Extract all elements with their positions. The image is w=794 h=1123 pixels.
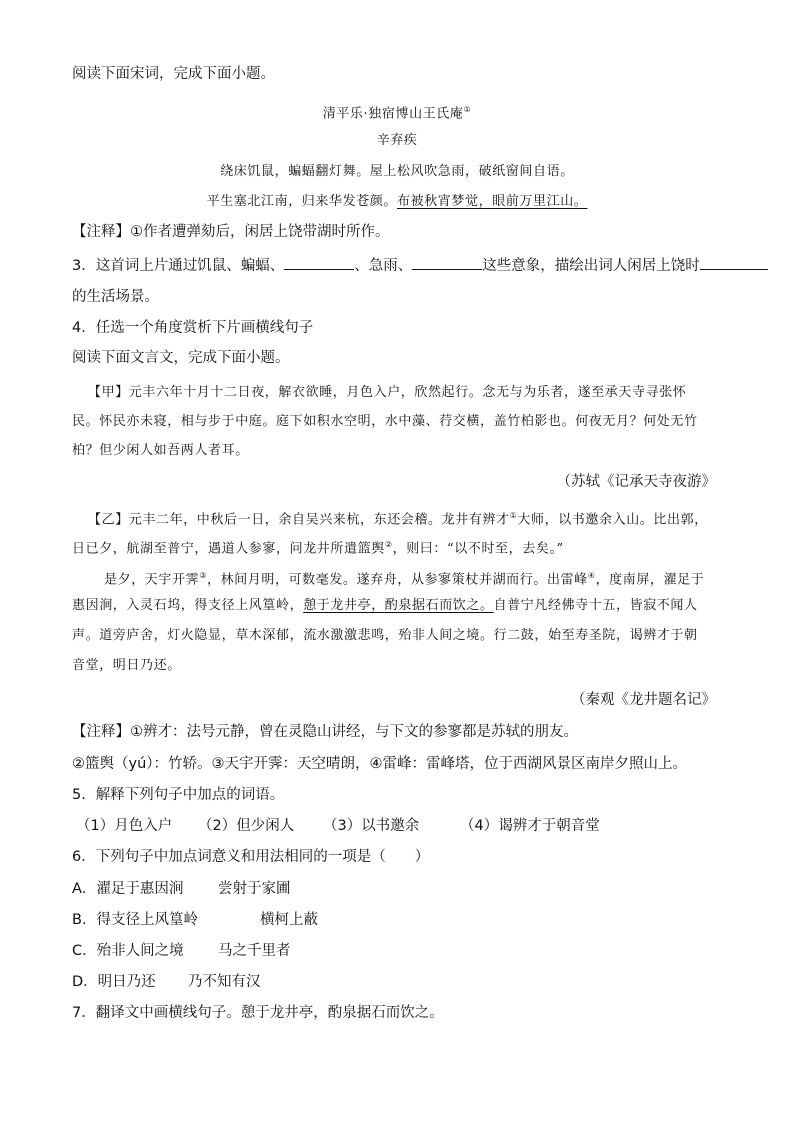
jia-source: （苏轼《记承天寺夜游》 <box>556 474 716 490</box>
yi-line-3 <box>104 566 704 590</box>
q6-option-b-compare: 横柯上蔽 <box>260 912 318 928</box>
q3-blank-3[interactable] <box>700 255 768 270</box>
q5-item-2: （2）但少闲人 <box>198 818 295 834</box>
q6-option-b: B．得支径上风篁岭 <box>72 912 198 928</box>
yi-l1a: 【乙】元丰二年，中秋后一日，余自吴兴来杭，东还会稽。龙井有辨才 <box>88 512 510 528</box>
poem-title-note: ① <box>463 105 472 114</box>
q5-item-4: （4）谒辨才于朝音堂 <box>460 818 600 834</box>
poem-author: 辛弃疾 <box>376 133 418 148</box>
yi-line-2 <box>72 535 564 559</box>
q6-option-a: A．濯足于惠因涧 <box>72 881 184 897</box>
yi-l3a: 是夕，天宇开霁 <box>104 572 200 588</box>
question-4: 4．任选一个角度赏析下片画横线句子 <box>72 320 314 336</box>
q5-item-3: （3）以书邀余 <box>323 818 420 834</box>
yi-line-6: 音堂，明日乃还。 <box>72 658 181 673</box>
yi-l1b: 大师，以书邀余入山。比出郭， <box>517 512 708 528</box>
q3-text-b: 、急雨、 <box>354 258 413 274</box>
jia-line-3: 柏？但少闲人如吾两人者耳。 <box>72 443 249 458</box>
poem-line-1: 绕床饥鼠，蝙蝠翻灯舞。屋上松风吹急雨，破纸窗间自语。 <box>220 164 574 179</box>
q6-option-c: C．殆非人间之境 <box>72 943 184 959</box>
yi-source: （秦观《龙井题名记》 <box>571 692 716 708</box>
yi-l2a: 日已夕，航湖至普宁，遇道人参寥，问龙井所遣篮舆 <box>72 541 385 557</box>
q6-option-d: D．明日乃还 <box>72 974 156 990</box>
q3-blank-2[interactable] <box>412 255 482 270</box>
question-3 <box>72 255 768 276</box>
yi-l3c: ，度南屏，濯足于 <box>595 572 705 588</box>
jia-line-2: 民。怀民亦未寝，相与步于中庭。庭下如积水空明，水中藻、荇交横，盖竹柏影也。何夜无月？何处无竹 <box>72 414 698 429</box>
poem-line-2a: 平生塞北江南，归来华发苍颜。 <box>206 194 397 209</box>
yi-l2b: ，则曰：“以不时至，去矣。” <box>392 541 564 557</box>
question-5: 5．解释下列句子中加点的词语。 <box>72 787 285 803</box>
q6-option-a-compare: 尝射于家圃 <box>218 881 291 897</box>
poem-title-text: 清平乐·独宿博山王氏庵 <box>322 106 464 122</box>
q6-option-d-compare: 乃不知有汉 <box>188 974 261 990</box>
note-poem: 【注释】①作者遭弹劾后，闲居上饶带湖时所作。 <box>72 224 390 240</box>
q6-option-c-compare: 马之千里者 <box>218 943 291 959</box>
note-prose-2: ②篮舆（yú）：竹轿。③天宇开霁：天空晴朗，④雷峰：雷峰塔，位于西湖风景区南岸夕照山上。 <box>72 756 688 772</box>
yi-line-4 <box>72 596 698 616</box>
yi-l3b: ，林间月明，可数毫发。遂弃舟，从参寥策杖并湖而行。出雷峰 <box>206 572 588 588</box>
yi-note-1-ref: ① <box>509 511 518 520</box>
intro-prose: 阅读下面文言文，完成下面小题。 <box>72 350 290 366</box>
poem-line-2 <box>0 192 794 212</box>
yi-l4a: 惠因涧，入灵石坞，得支径上风篁岭， <box>72 598 304 613</box>
q3-text-a: 3．这首词上片通过饥鼠、蝙蝠、 <box>72 258 285 274</box>
question-6: 6．下列句子中加点词意义和用法相同的一项是（ ） <box>72 849 430 865</box>
question-7: 7．翻译文中画横线句子。憩于龙井亭，酌泉据石而饮之。 <box>72 1005 444 1021</box>
yi-note-3-ref: ③ <box>199 571 207 580</box>
question-3-cont: 的生活场景。 <box>72 289 159 305</box>
q3-text-c: 这些意象，描绘出词人闲居上饶时 <box>482 258 700 274</box>
poem-underlined-line: 布被秋宵梦觉，眼前万里江山。 <box>397 194 588 209</box>
note-prose-1: 【注释】①辨才：法号元静，曾在灵隐山讲经，与下文的参寥都是苏轼的朋友。 <box>72 724 578 740</box>
intro-poem: 阅读下面宋词，完成下面小题。 <box>72 66 275 82</box>
q5-item-1: （1）月色入户 <box>76 818 173 834</box>
q3-blank-1[interactable] <box>284 255 354 270</box>
jia-line-1: 【甲】元丰六年十月十二日夜，解衣欲睡，月色入户，欣然起行。念无与为乐者，遂至承天寺寻张怀 <box>88 385 687 400</box>
yi-line-1 <box>88 506 708 530</box>
yi-note-2-ref: ② <box>384 540 393 549</box>
yi-underlined-sentence: 憩于龙井亭，酌泉据石而饮之。 <box>303 598 494 613</box>
poem-title <box>0 100 794 124</box>
yi-note-4-ref: ④ <box>587 571 596 580</box>
yi-l4b: 自普宁凡经佛寺十五，皆寂不闻人 <box>493 598 698 613</box>
yi-line-5: 声。道旁庐舍，灯火隐显，草木深郁，流水激激悲鸣，殆非人间之境。行二鼓，始至寿圣院，谒辨才于朝 <box>72 628 698 643</box>
